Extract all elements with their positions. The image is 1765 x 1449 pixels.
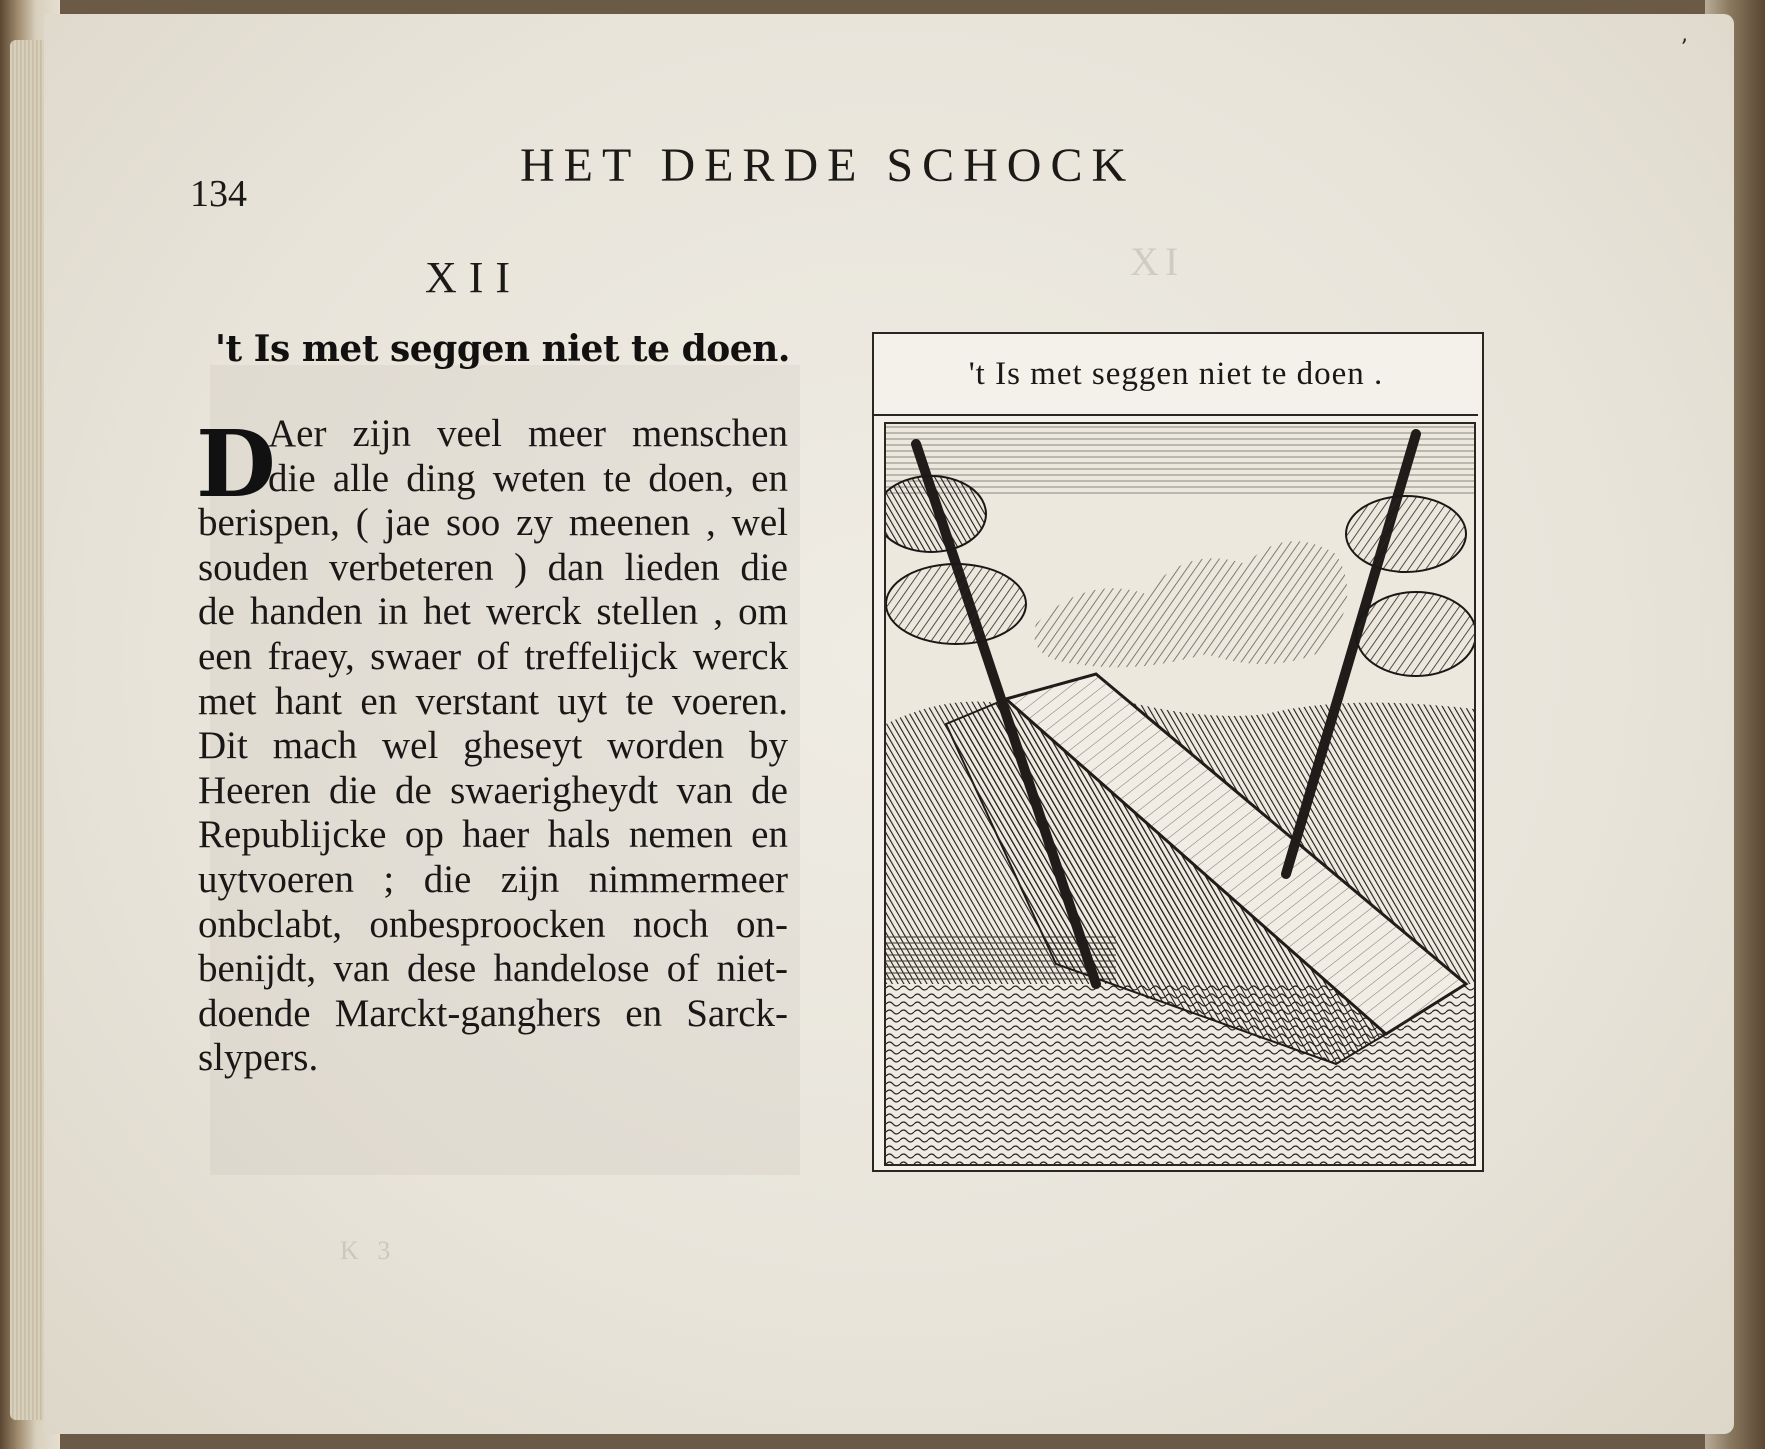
page-number: 134 [190, 173, 247, 215]
body-line: souden verbeteren ) dan lieden die [198, 545, 788, 589]
page-edges [10, 40, 48, 1420]
section-number: XII [425, 253, 523, 302]
body-line: doende Marckt-ganghers en Sarck- [198, 991, 788, 1035]
engraving-svg [886, 424, 1474, 1164]
emblem-caption: 't Is met seggen niet te doen . [874, 334, 1478, 416]
body-line: Heeren die de swaerigheydt van de [198, 768, 788, 812]
body-line: met hant en verstant uyt te voeren. [198, 679, 788, 723]
motto-heading: 't Is met seggen niet te doen. [215, 328, 790, 370]
body-line: die alle ding weten te doen, en [268, 456, 788, 500]
right-lower-hand [1356, 592, 1474, 676]
corner-mark: ʼ [1680, 36, 1687, 61]
running-head: HET DERDE SCHOCK [520, 139, 1136, 192]
body-line: berispen, ( jae soo zy meenen , wel [198, 501, 788, 545]
emblem-plate [872, 332, 1484, 1172]
body-line: slypers. [198, 1036, 319, 1080]
right-upper-hand [1346, 496, 1466, 572]
left-upper-hand [886, 476, 986, 552]
drop-cap: D [196, 410, 276, 518]
body-line: onbclabt, onbesproocken noch on- [198, 902, 788, 946]
body-line: een fraey, swaer of treffelijck werck [198, 634, 788, 678]
sky-hatching [886, 424, 1474, 494]
show-through-signature: K 3 [340, 1236, 397, 1265]
show-through-numeral: XI [1130, 239, 1185, 284]
emblem-illustration [884, 422, 1476, 1166]
body-line: Republijcke op haer hals nemen en [198, 813, 788, 857]
body-line: de handen in het werck stellen , om [198, 590, 788, 634]
body-paragraph [198, 412, 788, 1081]
left-lower-hand [886, 564, 1026, 644]
body-line: uytvoeren ; die zijn nimmermeer [198, 857, 788, 901]
body-line: Dit mach wel gheseyt worden by [198, 724, 788, 768]
body-line: Aer zijn veel meer menschen [268, 412, 788, 455]
body-line: benijdt, van dese handelose of niet- [198, 947, 788, 991]
